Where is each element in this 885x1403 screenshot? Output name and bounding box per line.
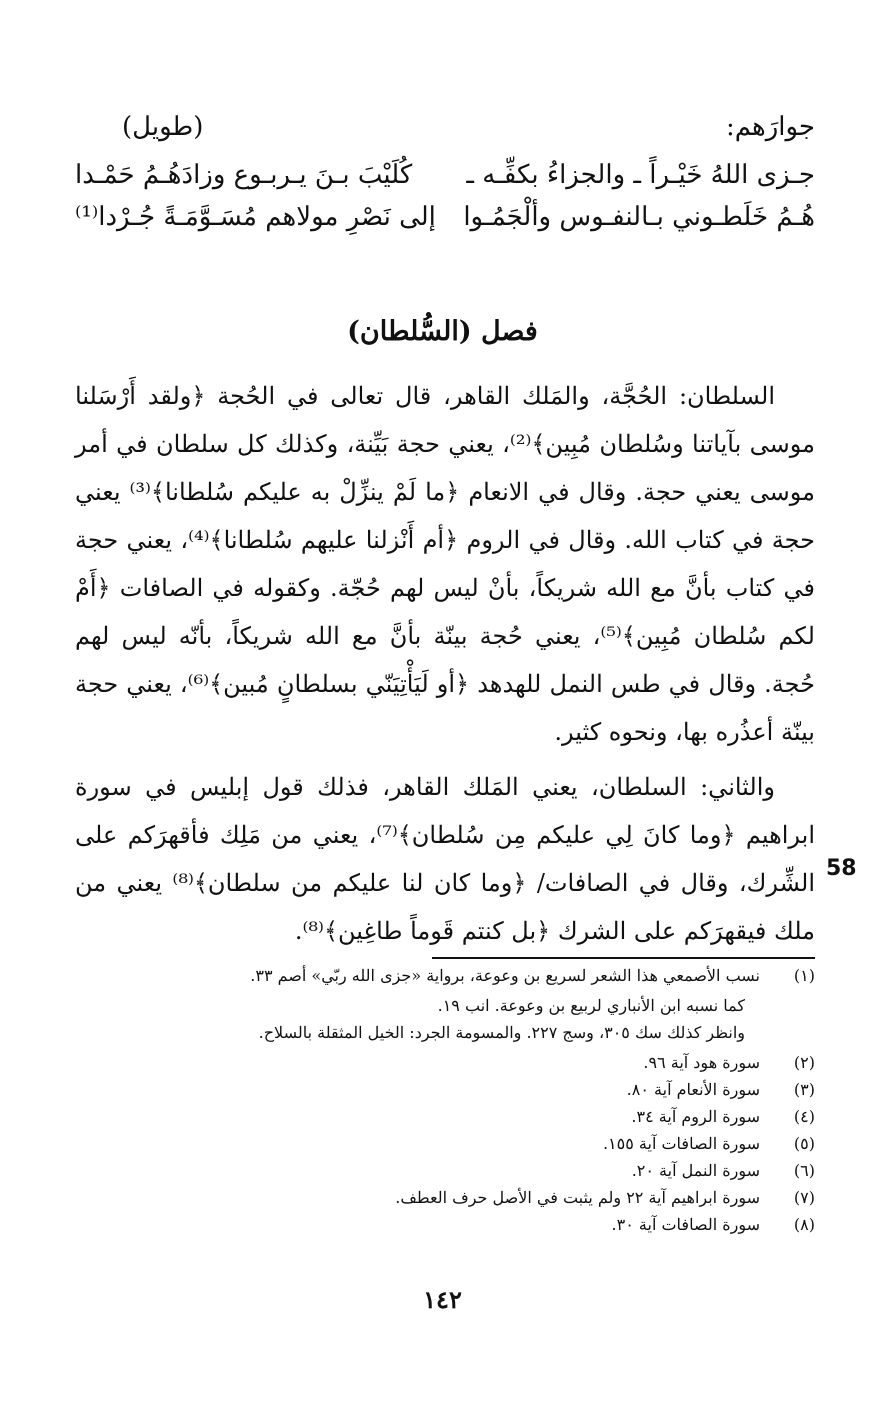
footnote-number: (٧)	[793, 1188, 815, 1207]
footnote-item	[200, 1023, 815, 1053]
footnote-item	[200, 1215, 815, 1242]
footnote-item	[200, 966, 815, 996]
footnote-item	[200, 1080, 815, 1107]
footnote-item	[200, 1188, 815, 1215]
footnote-number: (٦)	[793, 1161, 815, 1180]
footnote-text: نسب الأصمعي هذا الشعر لسريع بن وعوعة، برواية «جزى الله ربّي» أصم ٣٣.	[250, 966, 760, 985]
footnote-divider	[432, 957, 815, 959]
poem-verse	[75, 202, 815, 246]
footnote-number: (٢)	[793, 1053, 815, 1072]
footnote-text: سورة ابراهيم آية ٢٢ ولم يثبت في الأصل حرف العطف.	[395, 1188, 760, 1207]
poem-intro: جوارَهم:	[725, 112, 815, 142]
footnote-number: (٣)	[793, 1080, 815, 1099]
page-number: ١٤٢	[423, 1285, 462, 1314]
footnote-item	[200, 1107, 815, 1134]
footnote-item	[200, 1053, 815, 1080]
footnote-text: سورة الأنعام آية ٨٠.	[626, 1080, 760, 1099]
body-paragraph: السلطان: الحُجَّة، والمَلك القاهر، قال تعالى في الحُجة ﴿ولقد أَرْسَلنا موسى بآياتنا وسُلطان مُبِين﴾⁽²⁾، يعني حجة بَيِّنة، وكذلك كل سلطان في أمر موسى يعني حجة. وقال في الانعام ﴿ما لَمْ ينزِّلْ به عليكم سُلطانا﴾⁽³⁾ يعني حجة في كتاب الله. وقال في الروم ﴿أم أَنْزلنا عليهم سُلطانا﴾⁽⁴⁾، يعني حجة في كتاب بأنَّ مع الله شريكاً، بأنْ ليس لهم حُجّة. وكقوله في الصافات ﴿أَمْ لكم سُلطان مُبِين﴾⁽⁵⁾، يعني حُجة بينّة بأنَّ مع الله شريكاً، بأنّه ليس لهم حُجة. وقال في طس النمل للهدهد ﴿أو لَيَأْتِيَنّي بسلطانٍ مُبين﴾⁽⁶⁾، يعني حجة بينّة أعذُره بها، ونحوه كثير.	[75, 382, 816, 746]
footnote-number: (١)	[793, 966, 815, 985]
footnote-text: سورة هود آية ٩٦.	[643, 1053, 760, 1072]
section-title: فصل (السُّلطان)	[347, 316, 538, 347]
footnote-number: (٨)	[793, 1215, 815, 1234]
verse-second-hemistich: كُلَيْبَ بـنَ يـربـوع وزادَهُـمُ حَمْـدا	[75, 160, 413, 190]
footnote-text: سورة الصافات آية ١٥٥.	[602, 1134, 760, 1153]
footnote-item	[200, 1134, 815, 1161]
footnotes	[200, 966, 815, 1242]
poem-meter: (طويل)	[122, 112, 204, 142]
footnote-text: كما نسبه ابن الأنباري لربيع بن وعوعة. انب ١٩.	[437, 996, 745, 1015]
footnote-number: (٥)	[793, 1134, 815, 1153]
footnote-item	[200, 996, 815, 1023]
body-paragraph: والثاني: السلطان، يعني المَلك القاهر، فذلك قول إبليس في سورة ابراهيم ﴿وما كانَ لِي عليكم مِن سُلطان﴾⁽⁷⁾، يعني من مَلِك فأقهرَكم على الشِّرك، وقال في الصافات/ ﴿وما كان لنا عليكم من سلطان﴾⁽⁸⁾ يعني من ملك فيقهرَكم على الشرك ﴿بل كنتم قَوماً طاغِين﴾⁽⁸⁾.	[75, 773, 816, 945]
verse-first-hemistich: هُـمُ خَلَطـوني بـالنفـوس وألْجَمُـوا	[463, 202, 815, 232]
footnote-text: سورة الصافات آية ٣٠.	[611, 1215, 760, 1234]
original-page-marker: 58	[826, 856, 857, 881]
footnote-item	[200, 1161, 815, 1188]
poem-verse	[75, 160, 815, 204]
verse-first-hemistich: جـزى اللهُ خَيْـراً ـ والجزاءُ بكفِّـه ـ	[466, 160, 815, 190]
verse-second-hemistich: إلى نَصْرِ مولاهم مُسَـوَّمَـةً جُـرْدا⁽¹⁾	[75, 202, 436, 232]
poem-header	[100, 112, 815, 152]
footnote-text: وانظر كذلك سك ٣٠٥، وسج ٢٢٧. والمسومة الجرد: الخيل المثقلة بالسلاح.	[258, 1023, 745, 1042]
footnote-text: سورة الروم آية ٣٤.	[631, 1107, 760, 1126]
footnote-number: (٤)	[793, 1107, 815, 1126]
footnote-text: سورة النمل آية ٢٠.	[631, 1161, 760, 1180]
